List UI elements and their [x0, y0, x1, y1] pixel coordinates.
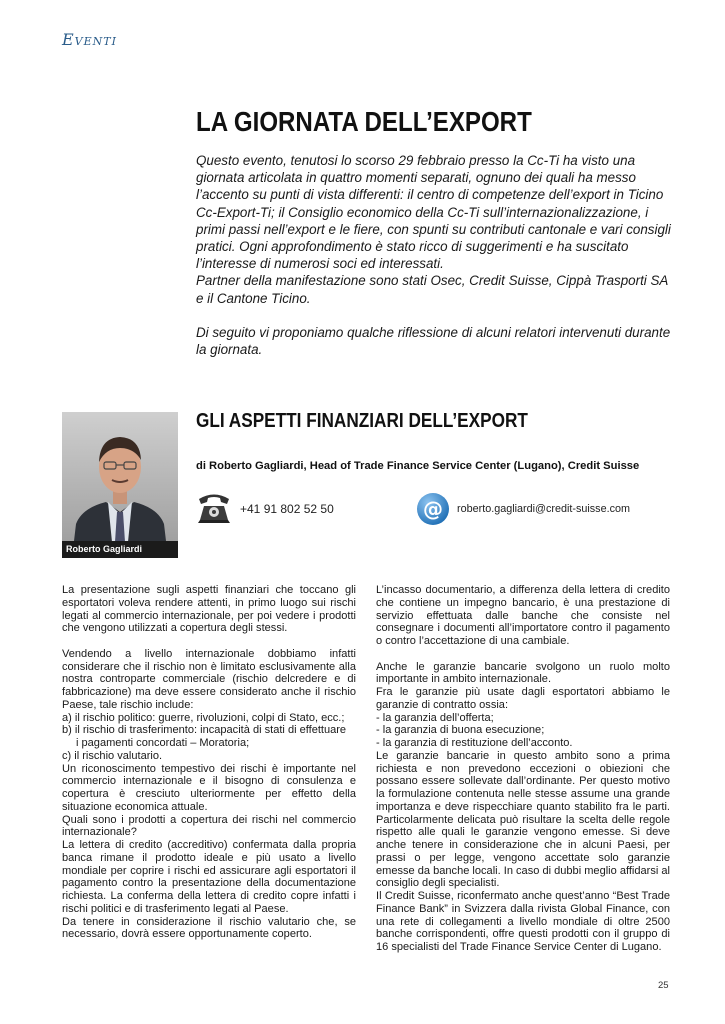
body-paragraph: La presentazione sugli aspetti finanziari che toccano gli esportatori voleva rendere attenti, in primo luogo sui rischi legati al commercio internazionale, per poi vedere i prodotti che vengono utilizzati a copertura degli stessi.: [62, 584, 356, 635]
svg-text:@: @: [423, 497, 443, 521]
body-paragraph: Fra le garanzie più usate dagli esportatori abbiamo le garanzie di contratto ossia:: [376, 686, 670, 711]
intro-paragraph: Partner della manifestazione sono stati Osec, Credit Suisse, Cippà Trasporti SA e il Cantone Ticino.: [196, 273, 668, 306]
article-intro: [196, 152, 676, 358]
body-column-right: [376, 584, 670, 954]
body-paragraph: Le garanzie bancarie in questo ambito sono a prima richiesta e non prevedono eccezioni o obiezioni che possano essere sollevate dall’ordinante. Per questo motivo la formulazione contenuta nelle stesse assume una grande importanza e deve rispecchiare quanto stabilito fra le parti. Particolarmente delicata può risultare la scelta delle regole rispetto alle quali le garanzie vengono emesse. Si deve anche tenere in considerazione che in alcuni Paesi, per prassi o per legge, vengono accettate solo garanzie emesse da banche locali. In caso di dubbi meglio affidarsi al consiglio degli specialisti.: [376, 749, 670, 890]
intro-paragraph: Questo evento, tenutosi lo scorso 29 febbraio presso la Cc-Ti ha visto una giornata articolata in quattro momenti separati, ognuno dei quali ha messo l’accento su punti di vista differenti: il centro di competenze dell’export in Ticino Cc-Export-Ti; il Consiglio economico della Cc-Ti sull’internazionalizzazione, i primi passi nell’export e le fiere, con spunti su contributi cantonale e vari consigli pratici. Ogni approfondimento è stato ricco di suggerimenti e ha suscitato l’interesse di numerosi soci ed interessati.: [196, 153, 671, 272]
body-paragraph: Anche le garanzie bancarie svolgono un ruolo molto importante in ambito internazionale.: [376, 660, 670, 686]
body-paragraph: - la garanzia di restituzione dell’acconto.: [376, 737, 573, 749]
article-title: LA GIORNATA DELL’EXPORT: [196, 106, 532, 137]
body-paragraph: b) il rischio di trasferimento: incapacità di stati di effettuare: [62, 724, 347, 737]
author-byline: di Roberto Gagliardi, Head of Trade Finance Service Center (Lugano), Credit Suisse: [196, 460, 640, 472]
body-paragraph: Vendendo a livello internazionale dobbiamo infatti considerare che il rischio non è limitato esclusivamente alla nostra controparte commerciale (rischio delcredere e di fabbricazione) ma deve essere considerato anche il rischio Paese, tale rischio include:: [62, 647, 356, 711]
body-column-left: [62, 584, 356, 941]
body-paragraph: Un riconoscimento tempestivo dei rischi è importante nel commercio internazionale e il bisogno di consulenza e copertura è cresciuto ulteriormente per effetto della situazione economica attuale.: [62, 762, 356, 813]
intro-paragraph: Di seguito vi proponiamo qualche riflessione di alcuni relatori intervenuti durante la giornata.: [196, 324, 671, 358]
body-paragraph: - la garanzia dell’offerta;: [376, 711, 494, 724]
portrait-image: [62, 412, 178, 558]
body-paragraph: Quali sono i prodotti a copertura dei rischi nel commercio internazionale?: [62, 813, 356, 839]
photo-caption: Roberto Gagliardi: [62, 541, 178, 558]
body-paragraph: Il Credit Suisse, riconfermato anche quest’anno “Best Trade Finance Bank” in Svizzera dalla rivista Global Finance, con una rete di collegamenti a livello mondiale di oltre 2500 banche corrispondenti, offre questi prodotti con il gruppo di 16 specialisti del Trade Finance Service Center di Lugano.: [376, 890, 670, 953]
speaker-photo: [62, 412, 178, 558]
at-sign-icon: [416, 492, 450, 526]
body-paragraph: c) il rischio valutario.: [62, 749, 163, 762]
body-paragraph: a) il rischio politico: guerre, rivoluzioni, colpi di Stato, ecc.;: [62, 711, 345, 724]
telephone-icon: [196, 490, 234, 524]
body-paragraph: i pagamenti concordati – Moratoria;: [76, 737, 250, 749]
email-address[interactable]: roberto.gagliardi@credit-suisse.com: [457, 503, 630, 515]
phone-number[interactable]: +41 91 802 52 50: [240, 502, 334, 516]
body-paragraph: La lettera di credito (accreditivo) confermata dalla propria banca rimane il prodotto ideale e più usato a livello mondiale per coprire i rischi ed assicurare agli esportatori il pagamento contro la presentazione della documentazione richiesta. La conferma della lettera di credito copre infatti i rischi politici e di trasferimento legati al Paese.: [62, 839, 356, 915]
section-title: GLI ASPETTI FINANZIARI DELL’EXPORT: [196, 410, 528, 432]
body-paragraph: - la garanzia di buona esecuzione;: [376, 724, 545, 737]
page-number: 25: [658, 980, 669, 991]
section-tag: Eventi: [62, 30, 117, 49]
body-paragraph: L’incasso documentario, a differenza della lettera di credito che contiene un impegno bancario, è una prestazione di servizio effettuata dalle banche che consiste nel consegnare i documenti all’importatore contro il pagamento o contro l’accettazione di una cambiale.: [376, 584, 670, 647]
body-paragraph: Da tenere in considerazione il rischio valutario che, se necessario, dovrà essere opportunamente coperto.: [62, 915, 356, 941]
